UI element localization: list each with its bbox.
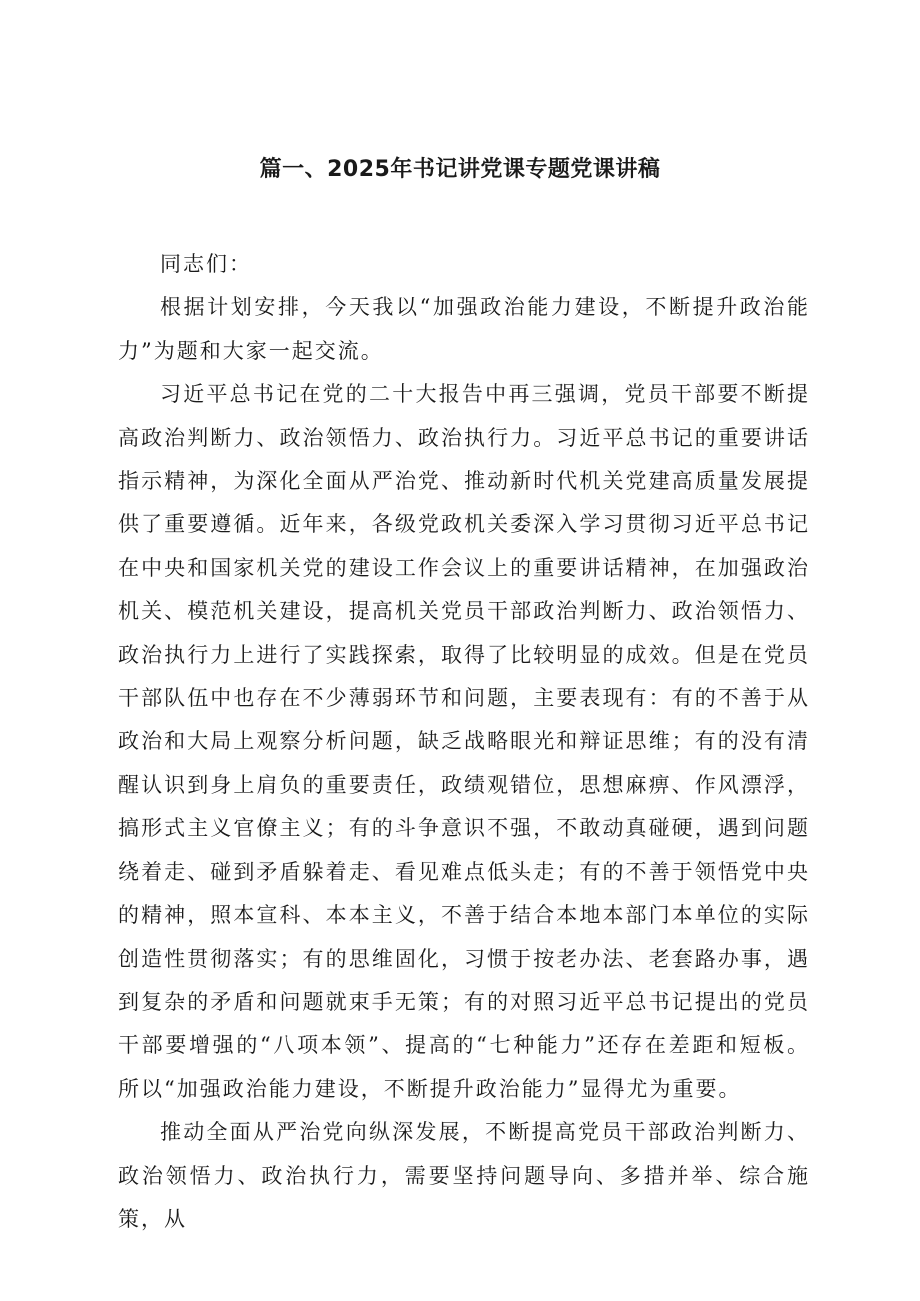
paragraph-background: 习近平总书记在党的二十大报告中再三强调，党员干部要不断提高政治判断力、政治领悟力、政治执行力。习近平总书记的重要讲话指示精神，为深化全面从严治党、推动新时代机关党建高质量发展提供了重要遵循。近年来，各级党政机关委深入学习贯彻习近平总书记在中央和国家机关党的建设工作会议上的重要讲话精神，在加强政治机关、模范机关建设，提高机关党员干部政治判断力、政治领悟力、政治执行力上进行了实践探索，取得了比较明显的成效。但是在党员干部队伍中也存在不少薄弱环节和问题，主要表现有：有的不善于从政治和大局上观察分析问题，缺乏战略眼光和辩证思维；有的没有清醒认识到身上肩负的重要责任，政绩观错位，思想麻痹、作风漂浮，搞形式主义官僚主义；有的斗争意识不强，不敢动真碰硬，遇到问题绕着走、碰到矛盾躲着走、看见难点低头走；有的不善于领悟党中央的精神，照本宣科、本本主义，不善于结合本地本部门本单位的实际创造性贯彻落实；有的思维固化，习惯于按老办法、老套路办事，遇到复杂的矛盾和问题就束手无策；有的对照习近平总书记提出的党员干部要增强的“八项本领”、提高的“七种能力”还存在差距和短板。所以“加强政治能力建设，不断提升政治能力”显得尤为重要。 (118, 382, 810, 1101)
paragraph-intro: 根据计划安排，今天我以“加强政治能力建设，不断提升政治能力”为题和大家一起交流。 (118, 295, 810, 363)
document-title: 篇一、2025年书记讲党课专题党课讲稿 (259, 157, 661, 182)
paragraph-approach: 推动全面从严治党向纵深发展，不断提高党员干部政治判断力、政治领悟力、政治执行力，需要坚持问题导向、多措并举、综合施策，从 (118, 1120, 810, 1231)
paragraph-salutation: 同志们： (160, 252, 252, 276)
document-body (118, 243, 810, 1241)
